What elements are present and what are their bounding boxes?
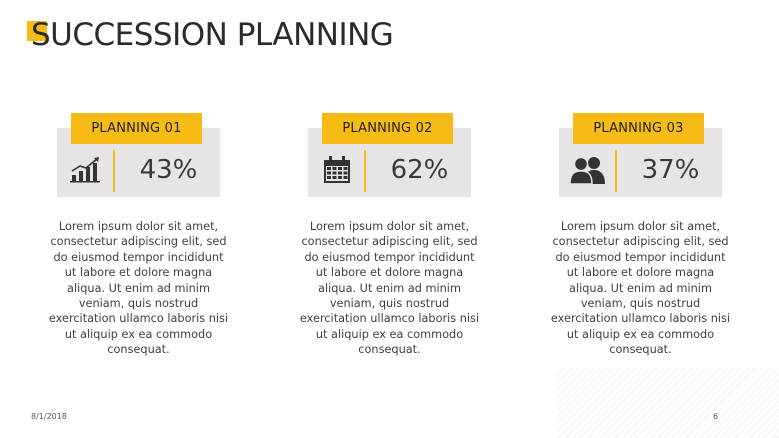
card-label: PLANNING 01 xyxy=(71,113,202,144)
users-icon xyxy=(559,150,617,190)
card-label: PLANNING 03 xyxy=(573,113,704,144)
card-label: PLANNING 02 xyxy=(322,113,453,144)
card-percent: 43% xyxy=(139,155,198,185)
growth-chart-icon xyxy=(57,150,115,190)
card-percent: 37% xyxy=(641,155,700,185)
decorative-hatch-pattern xyxy=(557,368,779,438)
slide-title: SUCCESSION PLANNING xyxy=(31,17,394,53)
card-percent: 62% xyxy=(390,155,449,185)
card-divider xyxy=(113,150,115,192)
card-description: Lorem ipsum dolor sit amet, consectetur adipiscing elit, sed do eiusmod tempor incididunt ut labore et dolore magna aliqua. Ut enim ad minim veniam, quis nostrud exercitation ullamco laboris nisi ut aliquip ex ea commodo consequat. xyxy=(48,220,229,357)
card-description: Lorem ipsum dolor sit amet, consectetur adipiscing elit, sed do eiusmod tempor incididunt ut labore et dolore magna aliqua. Ut enim ad minim veniam, quis nostrud exercitation ullamco laboris nisi ut aliquip ex ea commodo consequat. xyxy=(550,220,731,357)
card-description: Lorem ipsum dolor sit amet, consectetur adipiscing elit, sed do eiusmod tempor incididunt ut labore et dolore magna aliqua. Ut enim ad minim veniam, quis nostrud exercitation ullamco laboris nisi ut aliquip ex ea commodo consequat. xyxy=(299,220,480,357)
page-number: 6 xyxy=(713,412,719,421)
footer-date: 8/1/2018 xyxy=(31,412,67,421)
card-divider xyxy=(615,150,617,192)
calendar-icon xyxy=(308,150,366,190)
card-divider xyxy=(364,150,366,192)
